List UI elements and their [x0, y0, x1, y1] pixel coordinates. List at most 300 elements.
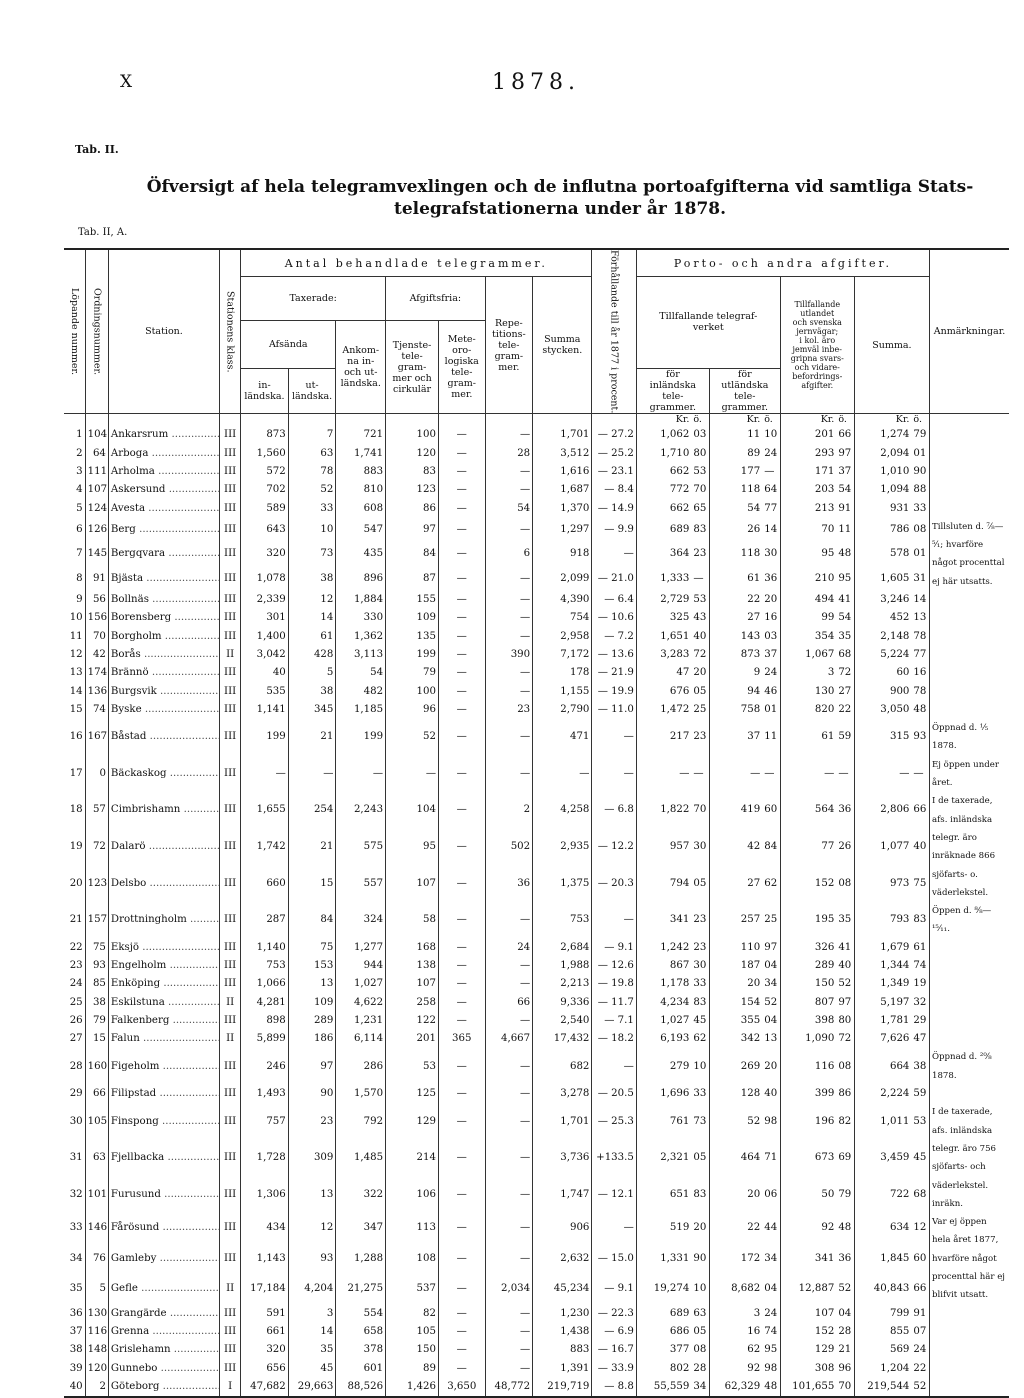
row-number: 6: [64, 518, 85, 542]
table-row: [64, 445, 1009, 463]
meteorological: —: [439, 1323, 486, 1341]
meteorological: —: [439, 445, 486, 463]
abroad-ore: 91: [836, 500, 854, 518]
sum-kr: 2,806: [880, 804, 910, 816]
inland-sent: 4,281: [241, 994, 289, 1012]
service-telegrams: 79: [386, 664, 439, 682]
repetitions: —: [485, 1177, 533, 1214]
repetitions: —: [485, 463, 533, 481]
arrived: 482: [336, 683, 386, 701]
station-name: Engelholm .....: [108, 957, 219, 975]
row-number: 35: [64, 1274, 85, 1305]
abroad-kr: 564: [814, 804, 835, 816]
inland-ore: 53: [691, 591, 709, 609]
inland-kr: 1,710: [660, 447, 690, 459]
inland-kr: 676: [669, 685, 690, 697]
arrived: 792: [336, 1103, 386, 1140]
inland-sent: 1,066: [241, 975, 289, 993]
station-name: Arholma .....: [108, 463, 219, 481]
row-number: 13: [64, 664, 85, 682]
percent-change: — 11.0: [592, 701, 636, 719]
foreign-kr: 118: [740, 484, 761, 496]
order-number: 72: [85, 829, 108, 866]
remark-empty: [929, 975, 1009, 993]
sum-ore: 91: [911, 1305, 929, 1323]
sum-kr: 900: [889, 685, 910, 697]
foreign-kr: 20: [747, 1188, 761, 1200]
service-telegrams: 96: [386, 701, 439, 719]
percent-change: — 12.1: [592, 1177, 636, 1214]
sum-ore: 16: [911, 664, 929, 682]
table-row: [64, 1103, 1009, 1140]
row-number: 1: [64, 426, 85, 444]
abroad-kr: 494: [814, 594, 835, 606]
foreign-ore: 25: [762, 902, 780, 939]
foreign-sent: 254: [288, 792, 336, 829]
remark-empty: [929, 1030, 1009, 1048]
station-name: Grislehamn .....: [108, 1341, 219, 1359]
station-class: III: [220, 792, 241, 829]
sum-ore: 79: [911, 426, 929, 444]
inland-sent: 589: [241, 500, 289, 518]
abroad-ore: 36: [836, 1244, 854, 1274]
total-count: 883: [533, 1341, 592, 1359]
sum-ore: 31: [911, 567, 929, 591]
station-name: Grenna .....: [108, 1323, 219, 1341]
remark-empty: [929, 426, 1009, 444]
station-name: Grangärde .....: [108, 1305, 219, 1323]
foreign-kr: 22: [747, 594, 761, 606]
repetitions: —: [485, 756, 533, 793]
station-class: I: [220, 1378, 241, 1397]
sum-ore: 47: [911, 1030, 929, 1048]
percent-change: — 12.6: [592, 957, 636, 975]
service-telegrams: 129: [386, 1103, 439, 1140]
sum-ore: 13: [911, 609, 929, 627]
service-telegrams: 84: [386, 542, 439, 566]
inland-sent: 1,493: [241, 1085, 289, 1103]
sum-ore: 59: [911, 1085, 929, 1103]
remark-note: I de taxerade, afs. inländska telegr. äro 756 sjöfarts- och väderlekstel. inräkn.: [931, 1107, 997, 1209]
row-number: 10: [64, 609, 85, 627]
inland-ore: 72: [691, 646, 709, 664]
meteorological: —: [439, 829, 486, 866]
station-class: III: [220, 628, 241, 646]
inland-kr: 1,331: [660, 1252, 690, 1264]
sum-kr: 634: [889, 1222, 910, 1234]
sum-kr: 1,679: [880, 941, 910, 953]
foreign-ore: 98: [762, 1103, 780, 1140]
abroad-ore: 40: [836, 957, 854, 975]
inland-sent: 320: [241, 542, 289, 566]
total-count: 1,155: [533, 683, 592, 701]
percent-change: — 10.6: [592, 609, 636, 627]
station-class: III: [220, 1103, 241, 1140]
group-afsanda: Afsända: [241, 321, 336, 369]
meteorological: 3,650: [439, 1378, 486, 1397]
row-number: 9: [64, 591, 85, 609]
abroad-ore: 79: [836, 1177, 854, 1214]
abroad-ore: —: [836, 756, 854, 793]
foreign-sent: 109: [288, 994, 336, 1012]
sum-kr: 722: [889, 1188, 910, 1200]
abroad-kr: 293: [814, 447, 835, 459]
sum-ore: 88: [911, 481, 929, 499]
inland-kr: 689: [669, 523, 690, 535]
abroad-ore: 28: [836, 1323, 854, 1341]
foreign-ore: 62: [762, 866, 780, 903]
row-number: 39: [64, 1360, 85, 1378]
total-count: 4,258: [533, 792, 592, 829]
remark-note: Var ej öppen hela året 1877, hvarföre något procenttal här ej blifvit utsatt.: [931, 1217, 1005, 1301]
group-afgiftsfria: Afgiftsfria:: [386, 277, 485, 321]
station-class: III: [220, 866, 241, 903]
service-telegrams: 138: [386, 957, 439, 975]
foreign-sent: 153: [288, 957, 336, 975]
col-forhallande: Förhållande till år 1877 i procent.: [592, 249, 636, 414]
sum-ore: 93: [911, 719, 929, 756]
unit-kr: Kr.: [820, 414, 835, 426]
table-row: [64, 646, 1009, 664]
abroad-kr: 129: [814, 1344, 835, 1356]
service-telegrams: —: [386, 756, 439, 793]
arrived: 1,741: [336, 445, 386, 463]
foreign-kr: 22: [747, 1222, 761, 1234]
repetitions: 4,667: [485, 1030, 533, 1048]
foreign-kr: 27: [747, 877, 761, 889]
sum-ore: —: [911, 756, 929, 793]
repetitions: —: [485, 1323, 533, 1341]
inland-ore: 80: [691, 445, 709, 463]
abroad-kr: 308: [814, 1362, 835, 1374]
inland-ore: 10: [691, 1274, 709, 1305]
abroad-ore: 82: [836, 1103, 854, 1140]
sum-ore: 14: [911, 591, 929, 609]
foreign-kr: 269: [740, 1060, 761, 1072]
arrived: 330: [336, 609, 386, 627]
inland-ore: 10: [691, 1048, 709, 1085]
meteorological: —: [439, 756, 486, 793]
service-telegrams: 106: [386, 1177, 439, 1214]
table-row: [64, 500, 1009, 518]
inland-sent: 17,184: [241, 1274, 289, 1305]
foreign-ore: 36: [762, 567, 780, 591]
inland-ore: 40: [691, 628, 709, 646]
arrived: 2,243: [336, 792, 386, 829]
service-telegrams: 1,426: [386, 1378, 439, 1397]
remark-empty: [929, 609, 1009, 627]
total-count: 906: [533, 1213, 592, 1243]
row-number: 11: [64, 628, 85, 646]
meteorological: 365: [439, 1030, 486, 1048]
meteorological: —: [439, 1274, 486, 1305]
foreign-sent: 12: [288, 1213, 336, 1243]
order-number: 15: [85, 1030, 108, 1048]
row-number: 5: [64, 500, 85, 518]
sum-ore: 29: [911, 1012, 929, 1030]
row-number: 38: [64, 1341, 85, 1359]
inland-ore: 45: [691, 1012, 709, 1030]
repetitions: 2: [485, 792, 533, 829]
inland-sent: 898: [241, 1012, 289, 1030]
table-row: [64, 1213, 1009, 1243]
abroad-kr: 807: [814, 996, 835, 1008]
station-class: III: [220, 829, 241, 866]
service-telegrams: 107: [386, 975, 439, 993]
percent-change: — 9.1: [592, 939, 636, 957]
percent-change: — 21.9: [592, 664, 636, 682]
foreign-kr: 61: [747, 572, 761, 584]
abroad-ore: 52: [836, 975, 854, 993]
repetitions: 66: [485, 994, 533, 1012]
inland-sent: 199: [241, 719, 289, 756]
foreign-sent: 21: [288, 829, 336, 866]
total-count: 2,958: [533, 628, 592, 646]
arrived: 1,288: [336, 1244, 386, 1274]
foreign-sent: 35: [288, 1341, 336, 1359]
table-row: [64, 701, 1009, 719]
remark-note: I de taxerade, afs. inländska telegr. äro inräknade 866 sjöfarts- o. väderlekstel.: [931, 796, 996, 898]
station-class: III: [220, 1048, 241, 1085]
repetitions: —: [485, 1048, 533, 1085]
order-number: 64: [85, 445, 108, 463]
table-row: [64, 567, 1009, 591]
repetitions: —: [485, 683, 533, 701]
abroad-ore: 36: [836, 792, 854, 829]
inland-sent: 1,728: [241, 1140, 289, 1177]
repetitions: —: [485, 426, 533, 444]
station-class: III: [220, 1213, 241, 1243]
abroad-kr: 341: [814, 1252, 835, 1264]
foreign-kr: —: [750, 767, 761, 779]
foreign-kr: 52: [747, 1115, 761, 1127]
order-number: 66: [85, 1085, 108, 1103]
table-row: [64, 1378, 1009, 1397]
foreign-sent: 23: [288, 1103, 336, 1140]
row-number: 26: [64, 1012, 85, 1030]
foreign-sent: 33: [288, 500, 336, 518]
arrived: 378: [336, 1341, 386, 1359]
sum-ore: 01: [911, 542, 929, 566]
foreign-ore: 01: [762, 701, 780, 719]
station-class: III: [220, 1085, 241, 1103]
inland-kr: 1,822: [660, 804, 690, 816]
station-name: Byske .....: [108, 701, 219, 719]
abroad-kr: 92: [821, 1222, 835, 1234]
total-count: 2,935: [533, 829, 592, 866]
service-telegrams: 113: [386, 1213, 439, 1243]
station-name: Filipstad .....: [108, 1085, 219, 1103]
inland-kr: 55,559: [653, 1380, 690, 1392]
inland-kr: 279: [669, 1060, 690, 1072]
foreign-kr: 62: [747, 1344, 761, 1356]
remark-empty: [929, 1085, 1009, 1103]
service-telegrams: 100: [386, 426, 439, 444]
percent-change: — 25.3: [592, 1103, 636, 1140]
station-name: Fjellbacka .....: [108, 1140, 219, 1177]
foreign-ore: 71: [762, 1140, 780, 1177]
percent-change: —: [592, 756, 636, 793]
arrived: —: [336, 756, 386, 793]
foreign-ore: 77: [762, 500, 780, 518]
remark-empty: [929, 683, 1009, 701]
station-class: III: [220, 1360, 241, 1378]
abroad-ore: 69: [836, 1140, 854, 1177]
meteorological: —: [439, 1140, 486, 1177]
station-class: III: [220, 1341, 241, 1359]
table-row: [64, 1341, 1009, 1359]
station-name: Drottningholm .....: [108, 902, 219, 939]
abroad-kr: 195: [814, 914, 835, 926]
abroad-kr: 50: [821, 1188, 835, 1200]
foreign-ore: 95: [762, 1341, 780, 1359]
abroad-ore: 96: [836, 1360, 854, 1378]
total-count: 2,790: [533, 701, 592, 719]
inland-ore: 83: [691, 994, 709, 1012]
abroad-kr: 289: [814, 959, 835, 971]
order-number: 42: [85, 646, 108, 664]
service-telegrams: 82: [386, 1305, 439, 1323]
station-name: Arboga .....: [108, 445, 219, 463]
foreign-sent: 29,663: [288, 1378, 336, 1397]
sum-kr: 2,224: [880, 1088, 910, 1100]
order-number: 107: [85, 481, 108, 499]
percent-change: — 7.2: [592, 628, 636, 646]
sum-ore: 08: [911, 518, 929, 542]
abroad-kr: 12,887: [798, 1283, 835, 1295]
table-row: [64, 463, 1009, 481]
percent-change: — 6.4: [592, 591, 636, 609]
inland-sent: 3,042: [241, 646, 289, 664]
sum-ore: 78: [911, 628, 929, 646]
table-row: [64, 957, 1009, 975]
repetitions: —: [485, 567, 533, 591]
abroad-ore: 41: [836, 591, 854, 609]
foreign-ore: 30: [762, 542, 780, 566]
abroad-kr: 1,067: [805, 648, 835, 660]
table-row: [64, 1274, 1009, 1305]
inland-ore: 05: [691, 1140, 709, 1177]
group-porto: Porto- och andra afgifter.: [636, 249, 929, 277]
station-class: III: [220, 1305, 241, 1323]
total-count: 1,701: [533, 1103, 592, 1140]
foreign-ore: 60: [762, 792, 780, 829]
abroad-kr: 399: [814, 1088, 835, 1100]
foreign-kr: 355: [740, 1014, 761, 1026]
inland-ore: 62: [691, 1030, 709, 1048]
total-count: 1,370: [533, 500, 592, 518]
table-row: [64, 542, 1009, 566]
meteorological: —: [439, 1012, 486, 1030]
inland-kr: 662: [669, 465, 690, 477]
inland-sent: 1,141: [241, 701, 289, 719]
inland-kr: 1,696: [660, 1088, 690, 1100]
repetitions: 28: [485, 445, 533, 463]
page-year: 1878.: [492, 70, 580, 95]
sum-ore: 45: [911, 1140, 929, 1177]
abroad-ore: 26: [836, 829, 854, 866]
service-telegrams: 123: [386, 481, 439, 499]
row-number: 27: [64, 1030, 85, 1048]
remark-empty: [929, 1323, 1009, 1341]
arrived: 322: [336, 1177, 386, 1214]
inland-sent: 572: [241, 463, 289, 481]
sum-kr: 793: [889, 914, 910, 926]
row-number: 32: [64, 1177, 85, 1214]
abroad-ore: 35: [836, 902, 854, 939]
order-number: 76: [85, 1244, 108, 1274]
service-telegrams: 125: [386, 1085, 439, 1103]
sum-ore: 66: [911, 792, 929, 829]
foreign-ore: 98: [762, 1360, 780, 1378]
abroad-ore: 72: [836, 1030, 854, 1048]
service-telegrams: 95: [386, 829, 439, 866]
service-telegrams: 104: [386, 792, 439, 829]
foreign-ore: 44: [762, 1213, 780, 1243]
arrived: 557: [336, 866, 386, 903]
arrived: 3,113: [336, 646, 386, 664]
table-row: [64, 975, 1009, 993]
arrived: 1,362: [336, 628, 386, 646]
service-telegrams: 537: [386, 1274, 439, 1305]
sum-ore: 78: [911, 683, 929, 701]
arrived: 658: [336, 1323, 386, 1341]
foreign-sent: 97: [288, 1048, 336, 1085]
remark-empty: [929, 500, 1009, 518]
service-telegrams: 83: [386, 463, 439, 481]
order-number: 160: [85, 1048, 108, 1085]
percent-change: —: [592, 542, 636, 566]
repetitions: 2,034: [485, 1274, 533, 1305]
abroad-kr: 107: [814, 1307, 835, 1319]
repetitions: —: [485, 1244, 533, 1274]
abroad-ore: 97: [836, 445, 854, 463]
foreign-kr: 128: [740, 1088, 761, 1100]
abroad-ore: 48: [836, 542, 854, 566]
inland-ore: 63: [691, 1305, 709, 1323]
service-telegrams: 258: [386, 994, 439, 1012]
meteorological: —: [439, 994, 486, 1012]
sum-kr: 1,010: [880, 465, 910, 477]
foreign-ore: 04: [762, 1012, 780, 1030]
foreign-ore: 03: [762, 628, 780, 646]
remark-empty: [929, 1360, 1009, 1378]
unit-ore: ö.: [762, 414, 780, 427]
table-row: [64, 1012, 1009, 1030]
sum-kr: 5,197: [880, 996, 910, 1008]
sum-kr: 931: [889, 502, 910, 514]
group-tillf-verket: Tillfallande telegraf- verket: [636, 277, 780, 369]
row-number: 33: [64, 1213, 85, 1243]
abroad-ore: 54: [836, 609, 854, 627]
repetitions: —: [485, 1103, 533, 1140]
order-number: 5: [85, 1274, 108, 1305]
arrived: 575: [336, 829, 386, 866]
repetitions: 54: [485, 500, 533, 518]
service-telegrams: 105: [386, 1323, 439, 1341]
foreign-kr: 54: [747, 502, 761, 514]
order-number: 38: [85, 994, 108, 1012]
repetitions: —: [485, 1213, 533, 1243]
station-name: Båstad .....: [108, 719, 219, 756]
remark-empty: [929, 994, 1009, 1012]
station-name: Eksjö .....: [108, 939, 219, 957]
station-class: III: [220, 957, 241, 975]
percent-change: —: [592, 1048, 636, 1085]
inland-ore: 43: [691, 609, 709, 627]
station-class: II: [220, 646, 241, 664]
order-number: 124: [85, 500, 108, 518]
